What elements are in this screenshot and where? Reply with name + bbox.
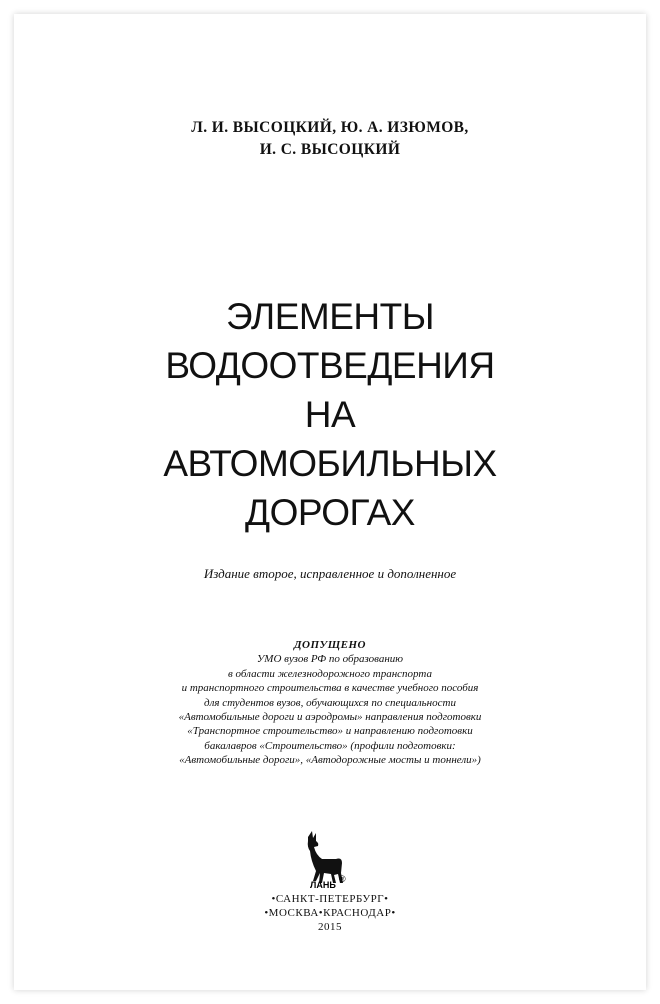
approval-line: УМО вузов РФ по образованию <box>256 653 404 666</box>
title-line: АВТОМОБИЛЬНЫХ <box>163 443 497 484</box>
book-title <box>0 292 660 537</box>
approval-line: и транспортного строительства в качестве учебного пособия <box>181 682 479 695</box>
approval-line: «Автомобильные дороги и аэродромы» направления подготовки <box>178 711 482 724</box>
author-line: И. С. ВЫСОЦКИЙ <box>259 141 401 158</box>
publisher-logo <box>296 829 356 889</box>
title-line: ВОДООТВЕДЕНИЯ <box>165 345 495 386</box>
approval-line: «Транспортное строительство» и направлению подготовки <box>187 725 473 738</box>
logo-text: ЛАНЬ <box>310 880 336 889</box>
publication-year: 2015 <box>318 921 342 933</box>
authors <box>0 117 660 161</box>
title-line: НА <box>304 394 356 435</box>
approval-line: бакалавров «Строительство» (профили подготовки: <box>204 739 456 752</box>
approval-line: в области железнодорожного транспорта <box>228 667 432 680</box>
approval-heading: ДОПУЩЕНО <box>294 639 366 651</box>
approval-line: для студентов вузов, обучающихся по специальности <box>204 696 456 709</box>
cities-line: •САНКТ-ПЕТЕРБУРГ• <box>271 893 389 905</box>
title-line: ДОРОГАХ <box>245 492 415 533</box>
registered-mark: ® <box>339 874 346 884</box>
approval-line: «Автомобильные дороги», «Автодорожные мосты и тоннели») <box>179 754 481 767</box>
author-line: Л. И. ВЫСОЦКИЙ, Ю. А. ИЗЮМОВ, <box>191 119 469 136</box>
edition-note: Издание второе, исправленное и дополненное <box>203 566 457 581</box>
doe-icon <box>308 831 343 883</box>
approval-block <box>0 638 660 768</box>
imprint <box>0 892 660 934</box>
cities-line: •МОСКВА•КРАСНОДАР• <box>264 907 396 919</box>
title-line: ЭЛЕМЕНТЫ <box>226 296 434 337</box>
